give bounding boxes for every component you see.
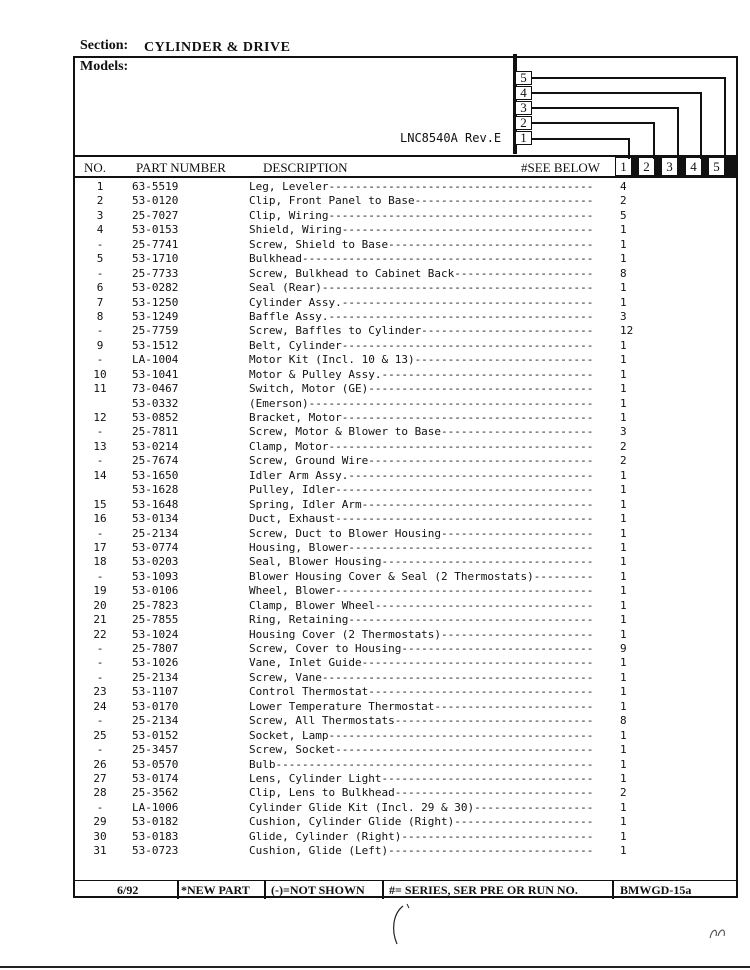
row-number: - [96,714,104,728]
table-row [80,238,730,252]
part-description: Cylinder Assy.-------------------------------------- [249,295,594,309]
table-row [80,656,730,670]
footer-new-part: *NEW PART [181,883,250,897]
part-quantity: 1 [620,757,627,771]
part-number: 25-7674 [132,454,179,468]
row-number: 30 [93,829,107,843]
table-row [80,786,730,800]
footer-series-note: #= SERIES, SER PRE OR RUN NO. [389,883,578,897]
part-number: 53-1650 [132,468,179,482]
table-row [80,555,730,569]
part-quantity: 9 [620,642,627,655]
part-quantity: 2 [620,439,627,453]
row-number: 3 [96,208,104,222]
row-number: 15 [93,497,107,511]
part-description: Shield, Wiring-------------------------------------- [249,223,594,237]
part-quantity: 1 [620,237,627,251]
part-description: Blower Housing Cover & Seal (2 Thermostats)--------- [249,569,594,583]
table-row [80,483,730,497]
part-description: Motor & Pulley Assy.-------------------------------- [249,367,594,381]
section-label: Section: [80,38,129,53]
series-bracket [532,92,701,94]
row-number: - [96,425,104,439]
table-row [80,252,730,266]
part-description: Leg, Leveler---------------------------------------- [249,180,594,193]
series-bracket [700,92,702,159]
part-quantity: 1 [620,497,627,511]
part-number: 53-0203 [132,555,179,569]
part-quantity: 8 [620,266,627,280]
part-quantity: 1 [620,252,627,266]
part-quantity: 4 [620,180,627,193]
table-row [80,209,730,223]
part-description: Spring, Idler Arm----------------------------------- [249,497,594,511]
series-col-5: 5 [708,157,725,176]
col-head-description: DESCRIPTION [263,160,348,175]
footer-doc-id: BMWGD-15a [620,883,692,897]
part-number: 53-0852 [132,411,179,424]
part-description: Motor Kit (Incl. 10 & 13)--------------------------- [249,353,594,367]
series-bracket [532,77,725,79]
models-label: Models: [80,59,129,74]
part-number: 53-1093 [132,569,179,583]
part-description: Pulley, Idler--------------------------------------- [249,483,594,497]
table-row [80,844,730,858]
part-description: Switch, Motor (GE)---------------------------------- [249,382,594,396]
row-number: 16 [93,512,107,526]
footer-divider [264,881,266,899]
part-quantity: 1 [620,598,627,612]
row-number: - [96,642,104,655]
part-description: Housing, Blower------------------------------------- [249,540,594,554]
part-description: (Emerson)------------------------------------------- [249,396,594,410]
part-quantity: 1 [620,829,627,843]
header-rule-bottom [75,176,736,178]
part-number: 53-0282 [132,281,179,295]
part-description: Bulkhead-------------------------------------------- [249,252,594,266]
table-row [80,324,730,338]
part-number: 53-1710 [132,252,179,266]
series-col-divider [725,157,736,176]
part-number: LA-1004 [132,353,179,367]
series-bracket [724,77,726,159]
part-description: Cushion, Cylinder Glide (Right)--------------------- [249,815,594,829]
part-quantity: 1 [620,281,627,295]
part-number: 53-0120 [132,194,179,208]
series-stack-box-2: 2 [515,116,532,130]
table-row [80,729,730,743]
part-description: Control Thermostat---------------------------------- [249,685,594,699]
row-number: 2 [96,194,104,208]
part-quantity: 1 [620,468,627,482]
part-description: Clip, Wiring---------------------------------------- [249,208,594,222]
part-number: 53-1628 [132,483,179,497]
table-row [80,223,730,237]
part-description: Screw, Baffles to Cylinder-------------------------- [249,324,594,338]
table-row [80,425,730,439]
part-number: 53-0723 [132,844,179,858]
part-description: Screw, All Thermostats------------------------------ [249,714,594,728]
part-quantity: 8 [620,714,627,728]
row-number: - [96,266,104,280]
row-number: - [96,800,104,814]
part-number: 53-1512 [132,338,179,352]
table-row [80,599,730,613]
part-quantity: 1 [620,223,627,237]
series-col-4: 4 [685,157,702,176]
part-quantity: 1 [620,800,627,814]
row-number: 25 [93,728,107,742]
row-number: 1 [96,180,104,193]
part-number: 53-0152 [132,728,179,742]
table-row [80,772,730,786]
part-quantity: 1 [620,295,627,309]
part-number: 53-1249 [132,309,179,323]
series-col-1: 1 [615,157,632,176]
part-description: Screw, Shield to Base------------------------------- [249,237,594,251]
handwritten-mark [706,922,732,944]
part-quantity: 1 [620,656,627,670]
part-quantity: 12 [620,324,634,338]
part-quantity: 1 [620,526,627,540]
part-description: Screw, Socket--------------------------------------- [249,743,594,757]
part-quantity: 3 [620,425,627,439]
part-description: Cylinder Glide Kit (Incl. 29 & 30)------------------ [249,800,594,814]
part-quantity: 1 [620,382,627,396]
table-row [80,570,730,584]
table-row [80,714,730,728]
table-row [80,758,730,772]
series-bracket [532,122,654,124]
part-quantity: 1 [620,411,627,424]
parts-table [80,180,730,859]
table-row [80,267,730,281]
part-description: Bracket, Motor-------------------------------------- [249,411,594,424]
part-number: 53-0774 [132,540,179,554]
row-number: 11 [93,382,107,396]
series-stack-box-1: 1 [515,131,532,145]
series-stack-box-4: 4 [515,86,532,100]
part-description: Screw, Ground Wire---------------------------------- [249,454,594,468]
series-col-divider [632,157,638,176]
table-row [80,671,730,685]
table-row [80,296,730,310]
part-description: Glide, Cylinder (Right)----------------------------- [249,829,594,843]
row-number: 13 [93,439,107,453]
part-number: 25-7733 [132,266,179,280]
part-description: Cushion, Glide (Left)------------------------------- [249,844,594,858]
part-number: 25-7027 [132,208,179,222]
table-row [80,527,730,541]
part-description: Seal, Blower Housing-------------------------------- [249,555,594,569]
series-col-2: 2 [638,157,655,176]
part-number: 53-0134 [132,512,179,526]
table-row [80,397,730,411]
row-number: 22 [93,627,107,641]
row-number: - [96,670,104,684]
footer-bar [75,880,736,899]
part-number: 25-2134 [132,526,179,540]
part-quantity: 1 [620,512,627,526]
part-description: Idler Arm Assy.------------------------------------- [249,468,594,482]
row-number: - [96,569,104,583]
row-number: 24 [93,699,107,713]
row-number: - [96,454,104,468]
part-quantity: 1 [620,685,627,699]
row-number: 4 [96,223,104,237]
row-number: 18 [93,555,107,569]
table-row [80,310,730,324]
series-col-divider [678,157,685,176]
part-quantity: 1 [620,483,627,497]
part-quantity: 1 [620,844,627,858]
series-bracket [653,122,655,159]
part-description: Seal (Rear)----------------------------------------- [249,281,594,295]
footer-divider [382,881,384,899]
row-number: - [96,656,104,670]
row-number: 9 [96,338,104,352]
table-row [80,830,730,844]
row-number: 26 [93,757,107,771]
part-quantity: 1 [620,613,627,627]
part-quantity: 1 [620,396,627,410]
part-number: 63-5519 [132,180,179,193]
series-col-3: 3 [661,157,678,176]
series-col-divider [702,157,708,176]
part-number: 25-3562 [132,786,179,800]
part-number: 25-7807 [132,642,179,655]
part-number: 25-2134 [132,714,179,728]
part-number: 53-1026 [132,656,179,670]
row-number: 31 [93,844,107,858]
part-number: 25-2134 [132,670,179,684]
part-number: 53-0170 [132,699,179,713]
part-description: Bulb------------------------------------------------ [249,757,594,771]
row-number: 17 [93,540,107,554]
table-row [80,628,730,642]
handwritten-mark [385,900,425,950]
table-row [80,440,730,454]
row-number: 28 [93,786,107,800]
part-number: 73-0467 [132,382,179,396]
page-bottom-rule [0,966,750,968]
row-number: - [96,324,104,338]
row-number: - [96,743,104,757]
col-head-no: NO. [84,160,107,175]
row-number: 29 [93,815,107,829]
table-row [80,281,730,295]
table-row [80,368,730,382]
row-number: 14 [93,468,107,482]
table-row [80,353,730,367]
table-row [80,469,730,483]
row-number: 21 [93,613,107,627]
part-number: 53-0174 [132,771,179,785]
series-stack-box-5: 5 [515,71,532,85]
part-number: 53-0332 [132,396,179,410]
part-quantity: 1 [620,815,627,829]
part-quantity: 1 [620,743,627,757]
part-number: 53-0183 [132,829,179,843]
part-number: 53-1024 [132,627,179,641]
part-quantity: 1 [620,584,627,598]
part-description: Wheel, Blower--------------------------------------- [249,584,594,598]
table-row [80,700,730,714]
part-description: Duct, Exhaust--------------------------------------- [249,512,594,526]
table-row [80,512,730,526]
part-description: Baffle Assy.---------------------------------------- [249,309,594,323]
part-number: 25-7811 [132,425,179,439]
part-description: Belt, Cylinder-------------------------------------- [249,338,594,352]
col-head-part-number: PART NUMBER [136,160,226,175]
series-bracket [532,107,678,109]
table-row [80,411,730,425]
part-description: Clip, Front Panel to Base--------------------------- [249,194,594,208]
series-bracket [532,138,629,140]
part-description: Clamp, Motor---------------------------------------- [249,439,594,453]
part-quantity: 1 [620,670,627,684]
part-description: Screw, Vane----------------------------------------- [249,670,594,684]
row-number: - [96,526,104,540]
footer-divider [612,881,614,899]
part-quantity: 1 [620,771,627,785]
footer-divider [177,881,179,899]
table-row [80,685,730,699]
part-description: Vane, Inlet Guide----------------------------------- [249,656,594,670]
part-quantity: 1 [620,353,627,367]
part-description: Screw, Bulkhead to Cabinet Back--------------------- [249,266,594,280]
part-number: 25-7823 [132,598,179,612]
part-number: 25-3457 [132,743,179,757]
part-description: Clamp, Blower Wheel--------------------------------- [249,598,594,612]
part-description: Clip, Lens to Bulkhead------------------------------ [249,786,594,800]
part-number: LA-1006 [132,800,179,814]
table-row [80,642,730,656]
part-number: 53-1250 [132,295,179,309]
footer-date: 6/92 [117,883,139,897]
table-row [80,498,730,512]
table-row [80,339,730,353]
part-description: Socket, Lamp---------------------------------------- [249,728,594,742]
part-description: Ring, Retaining------------------------------------- [249,613,594,627]
part-description: Screw, Cover to Housing----------------------------- [249,642,594,655]
part-description: Lower Temperature Thermostat------------------------ [249,699,594,713]
model-code: LNC8540A Rev.E [400,131,502,145]
table-row [80,194,730,208]
table-row [80,584,730,598]
part-number: 53-0106 [132,584,179,598]
row-number: 10 [93,367,107,381]
row-number: 12 [93,411,107,424]
row-number: 7 [96,295,104,309]
part-quantity: 2 [620,786,627,800]
part-number: 53-0570 [132,757,179,771]
row-number: - [96,237,104,251]
part-number: 53-1648 [132,497,179,511]
part-quantity: 1 [620,338,627,352]
part-quantity: 1 [620,569,627,583]
row-number: 23 [93,685,107,699]
part-number: 53-1107 [132,685,179,699]
part-quantity: 1 [620,728,627,742]
part-number: 53-0182 [132,815,179,829]
col-head-see-below: #SEE BELOW [521,160,601,175]
series-bracket [677,107,679,159]
table-row [80,801,730,815]
part-quantity: 1 [620,540,627,554]
table-row [80,382,730,396]
table-row [80,180,730,194]
table-row [80,815,730,829]
part-description: Housing Cover (2 Thermostats)----------------------- [249,627,594,641]
row-number: - [96,353,104,367]
row-number: 6 [96,281,104,295]
section-title: CYLINDER & DRIVE [144,40,291,55]
row-number: 8 [96,309,104,323]
row-number: 5 [96,252,104,266]
row-number: 20 [93,598,107,612]
series-stack-box-3: 3 [515,101,532,115]
row-number: 27 [93,771,107,785]
part-number: 25-7855 [132,613,179,627]
table-row [80,743,730,757]
part-quantity: 2 [620,194,627,208]
part-number: 53-1041 [132,367,179,381]
part-description: Lens, Cylinder Light-------------------------------- [249,771,594,785]
table-row [80,454,730,468]
series-col-divider [655,157,661,176]
part-number: 53-0214 [132,439,179,453]
part-description: Screw, Motor & Blower to Base----------------------- [249,425,594,439]
row-number: 19 [93,584,107,598]
table-row [80,613,730,627]
part-quantity: 1 [620,699,627,713]
part-number: 25-7759 [132,324,179,338]
part-number: 53-0153 [132,223,179,237]
part-quantity: 1 [620,627,627,641]
part-number: 25-7741 [132,237,179,251]
part-quantity: 3 [620,309,627,323]
part-quantity: 2 [620,454,627,468]
part-quantity: 1 [620,367,627,381]
part-quantity: 1 [620,555,627,569]
table-row [80,541,730,555]
footer-not-shown: (-)=NOT SHOWN [271,883,365,897]
part-quantity: 5 [620,208,627,222]
part-description: Screw, Duct to Blower Housing----------------------- [249,526,594,540]
